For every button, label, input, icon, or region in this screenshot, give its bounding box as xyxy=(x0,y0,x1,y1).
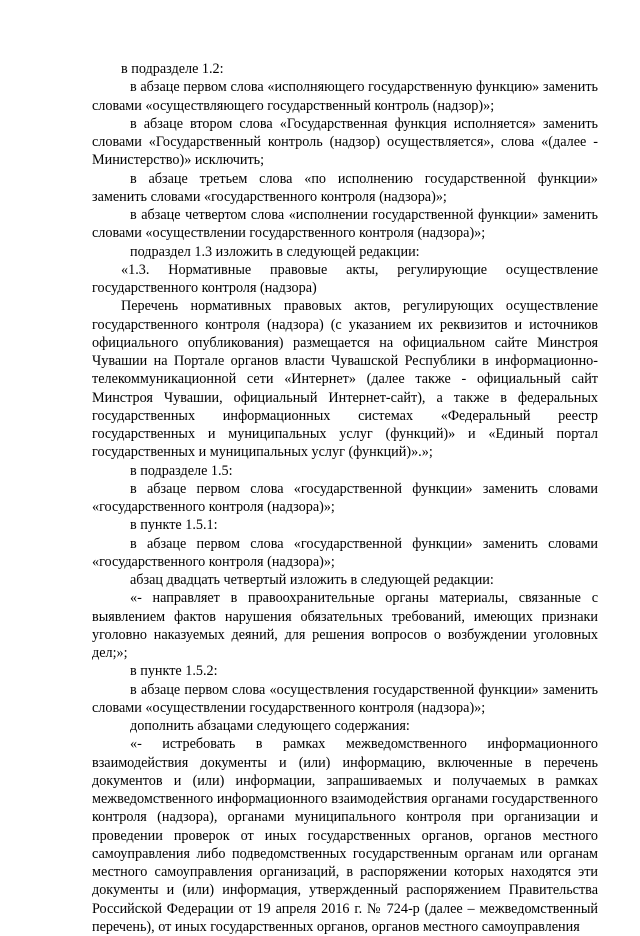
document-page xyxy=(92,60,598,936)
paragraph-16: в абзаце первом слова «осуществления государственной функции» заменить словами «осуществлении государственного контроля (надзора)»; xyxy=(92,681,598,716)
paragraph-10: в абзаце первом слова «государственной функции» заменить словами «государственного контроля (надзора)»; xyxy=(92,480,598,515)
paragraph-18: «- истребовать в рамках межведомственного информационного взаимодействия документы и (или) информацию, включенные в перечень документов и (или) информации, запрашиваемых и получаемых в рамках межведомственного информационного взаимодействия органами государственного контроля (надзора), органами муниципального контроля при организации и проведении проверок от иных государственных органов, органов местного самоуправления либо подведомственных государственным органам или органам местного самоуправления организаций, в распоряжении которых находятся эти документы и (или) информация, утвержденный распоряжением Правительства Российской Федерации от 19 апреля 2016 г. № 724-р (далее – межведомственный перечень), от иных государственных органов, органов местного самоуправления xyxy=(92,736,598,935)
paragraph-2: в абзаце первом слова «исполняющего государственную функцию» заменить словами «осуществляющего государственный контроль (надзор)»; xyxy=(92,79,598,114)
paragraph-9: в подразделе 1.5: xyxy=(130,462,233,479)
paragraph-8: Перечень нормативных правовых актов, регулирующих осуществление государственного контроля (надзора) (с указанием их реквизитов и источников официального опубликования) размещается на официальном сайте Минстроя Чувашии на Портале органов власти Чувашской Республики в информационно-телекоммуникационной сети «Интернет» (далее также - официальный сайт Минстроя Чувашии, официальный Интернет-сайт), а также в федеральных государственных информационных системах «Федеральный реестр государственных и муниципальных услуг (функций)» и «Единый портал государственных и муниципальных услуг (функций)».»; xyxy=(92,298,598,461)
paragraph-14: «- направляет в правоохранительные органы материалы, связанные с выявлением фактов нарушения обязательных требований, имеющих признаки уголовно наказуемых деяний, для решения вопросов о возбуждении уголовных дел;»; xyxy=(92,590,598,661)
paragraph-17: дополнить абзацами следующего содержания: xyxy=(130,718,410,734)
paragraph-7: «1.3. Нормативные правовые акты, регулирующие осуществление государственного контроля (надзора) xyxy=(92,261,598,296)
paragraph-6: подраздел 1.3 изложить в следующей редакции: xyxy=(130,243,420,260)
paragraph-4: в абзаце третьем слова «по исполнению государственной функции» заменить словами «государственного контроля (надзора)»; xyxy=(92,170,598,205)
paragraph-12: в абзаце первом слова «государственной функции» заменить словами «государственного контроля (надзора)»; xyxy=(92,535,598,570)
paragraph-1: в подразделе 1.2: xyxy=(121,61,224,77)
paragraph-15: в пункте 1.5.2: xyxy=(130,663,218,680)
paragraph-5: в абзаце четвертом слова «исполнении государственной функции» заменить словами «осуществлении государственного контроля (надзора)»; xyxy=(92,207,598,242)
paragraph-13: абзац двадцать четвертый изложить в следующей редакции: xyxy=(130,572,494,588)
paragraph-11: в пункте 1.5.1: xyxy=(130,517,218,534)
paragraph-3: в абзаце втором слова «Государственная функция исполняется» заменить словами «Государственный контроль (надзор) осуществляется», слова «(далее - Министерство)» исключить; xyxy=(92,115,598,169)
